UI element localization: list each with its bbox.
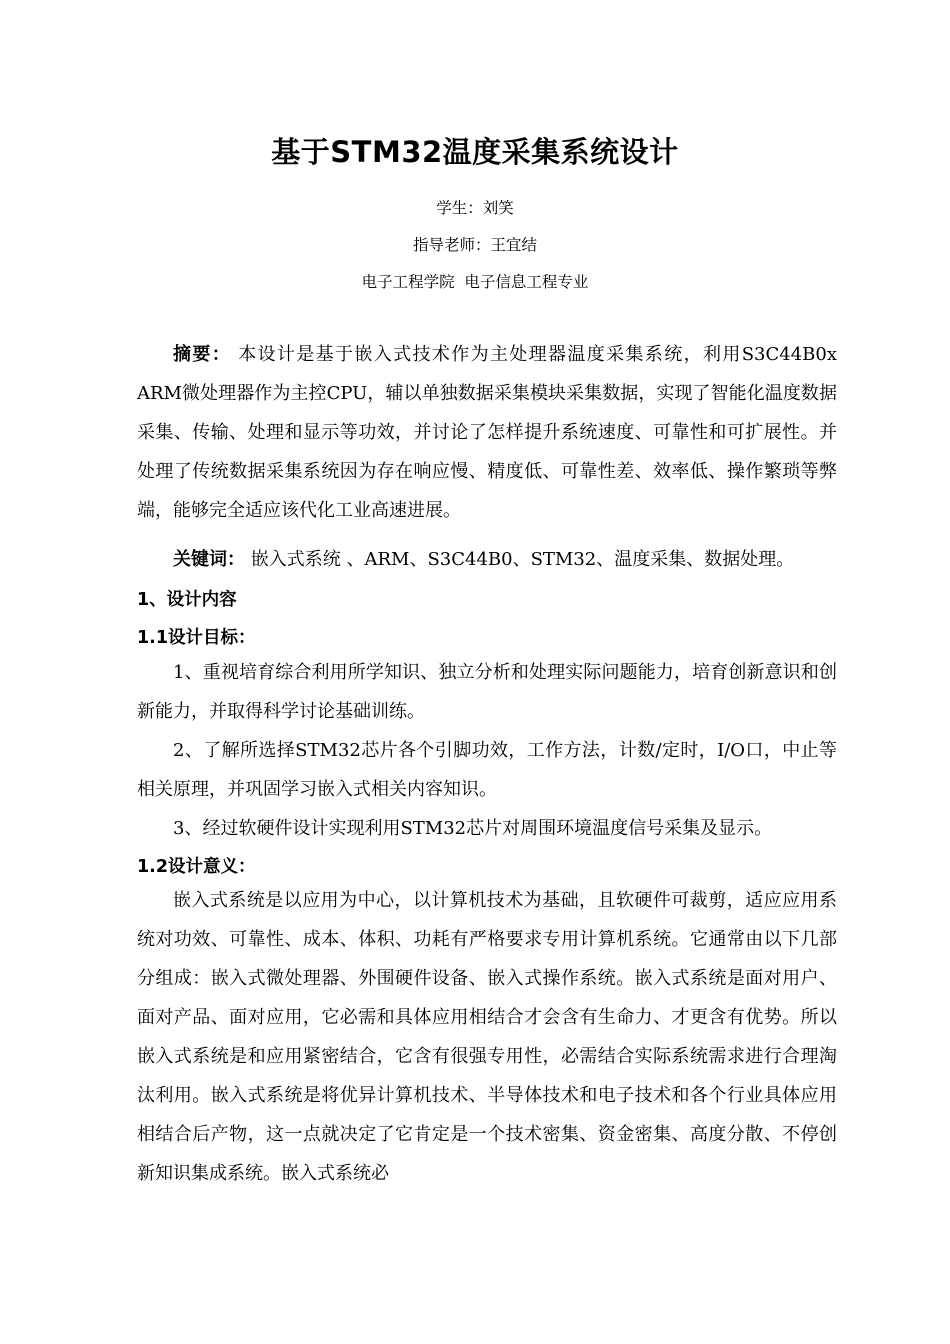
goal-item-2: 2、了解所选择STM32芯片各个引脚功效，工作方法，计数/定时，I/O口，中止等相关原理，并巩固学习嵌入式相关内容知识。 (137, 740, 837, 800)
section-heading-1: 1、设计内容 (137, 590, 237, 610)
department-line: 电子工程学院 电子信息工程专业 (361, 273, 589, 291)
student-line: 学生：刘笑 (436, 199, 514, 217)
significance-paragraph: 嵌入式系统是以应用为中心，以计算机技术为基础，且软硬件可裁剪，适应应用系统对功效、可靠性、成本、体积、功耗有严格要求专用计算机系统。它通常由以下几部分组成：嵌入式微处理器、外围硬件设备、嵌入式操作系统。嵌入式系统是面对用户、面对产品、面对应用，它必需和具体应用相结合才会含有生命力、才更含有优势。所以嵌入式系统是和应用紧密结合，它含有很强专用性，必需结合实际系统需求进行合理淘汰利用。嵌入式系统是将优异计算机技术、半导体技术和电子技术和各个行业具体应用相结合后产物，这一点就决定了它肯定是一个技术密集、资金密集、高度分散、不停创新知识集成系统。嵌入式系统必 (137, 890, 837, 1184)
keywords-text: 嵌入式系统 、ARM、S3C44B0、STM32、温度采集、数据处理。 (250, 549, 795, 570)
goal-item-1: 1、重视培育综合利用所学知识、独立分析和处理实际问题能力，培育创新意识和创新能力，并取得科学讨论基础训练。 (137, 662, 837, 722)
keywords-label: 关键词： (173, 549, 245, 570)
advisor-line: 指导老师：王宜结 (412, 236, 537, 254)
section-heading-1-1: 1.1设计目标： (137, 628, 256, 648)
keywords-paragraph (137, 540, 837, 579)
section-heading-1-2: 1.2设计意义： (137, 857, 256, 877)
document-title: 基于STM32温度采集系统设计 (271, 135, 679, 169)
goal-item-3: 3、经过软硬件设计实现利用STM32芯片对周围环境温度信号采集及显示。 (173, 818, 773, 839)
abstract-paragraph (137, 335, 837, 530)
abstract-text: 本设计是基于嵌入式技术作为主处理器温度采集系统，利用S3C44B0x ARM微处理器作为主控CPU，辅以单独数据采集模块采集数据，实现了智能化温度数据采集、传输、处理和显示等功效，并讨论了怎样提升系统速度、可靠性和可扩展性。并处理了传统数据采集系统因为存在响应慢、精度低、可靠性差、效率低、操作繁琐等弊端，能够完全适应该代化工业高速进展。 (137, 344, 837, 521)
abstract-label: 摘要： (173, 344, 232, 365)
